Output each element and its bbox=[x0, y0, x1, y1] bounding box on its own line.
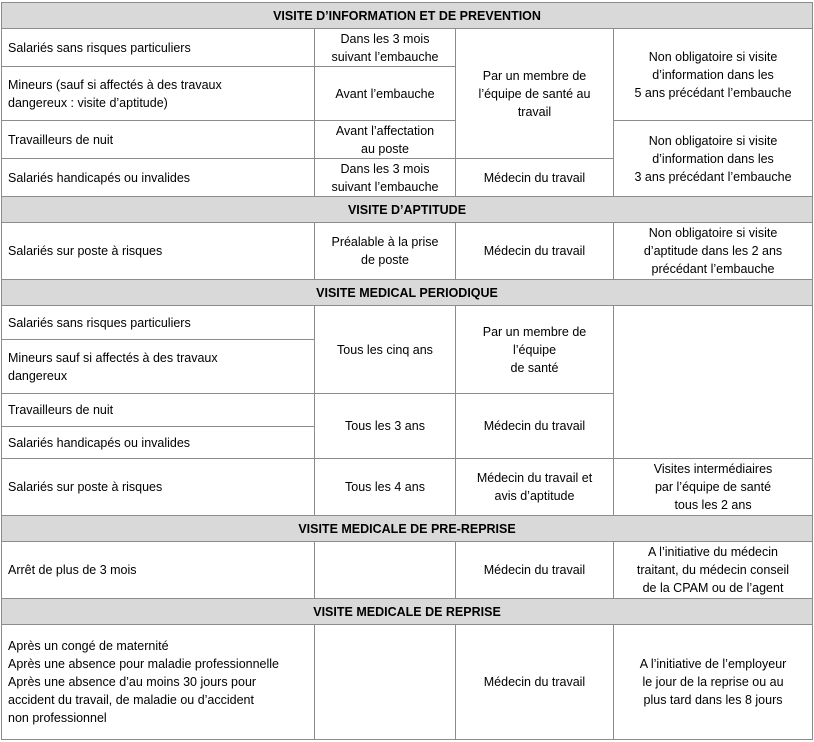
cell-info-r4-when: Dans les 3 mois suivant l’embauche bbox=[315, 159, 456, 197]
cell-info-r4-who: Salariés handicapés ou invalides bbox=[2, 159, 315, 197]
cell-periodic-r5-who: Salariés sur poste à risques bbox=[2, 459, 315, 516]
cell-info-r2-when: Avant l’embauche bbox=[315, 67, 456, 121]
cell-reprise-who: Après un congé de maternité Après une absence pour maladie professionnelle Après une absence d’au moins 30 jours pour accident du travail, de maladie ou d’accident non professionnel bbox=[2, 625, 315, 740]
cell-periodic-r2-who: Mineurs sauf si affectés à des travaux dangereux bbox=[2, 340, 315, 394]
cell-reprise-when-empty bbox=[315, 625, 456, 740]
cell-periodic-r5-when: Tous les 4 ans bbox=[315, 459, 456, 516]
cell-periodic-r4-who: Salariés handicapés ou invalides bbox=[2, 427, 315, 459]
cell-info-note-b: Non obligatoire si visite d’information dans les 3 ans précédant l’embauche bbox=[614, 121, 813, 197]
section-header-aptitude: VISITE D’APTITUDE bbox=[2, 197, 813, 223]
cell-info-by-team: Par un membre de l’équipe de santé au travail bbox=[456, 29, 614, 159]
section-header-periodic: VISITE MEDICAL PERIODIQUE bbox=[2, 280, 813, 306]
cell-periodic-r3-who: Travailleurs de nuit bbox=[2, 394, 315, 427]
cell-periodic-empty-note bbox=[614, 306, 813, 459]
cell-periodic-g1-by: Par un membre de l’équipe de santé bbox=[456, 306, 614, 394]
cell-periodic-r5-note: Visites intermédiaires par l’équipe de santé tous les 2 ans bbox=[614, 459, 813, 516]
medical-visits-table bbox=[1, 2, 813, 740]
cell-info-note-a: Non obligatoire si visite d’information dans les 5 ans précédant l’embauche bbox=[614, 29, 813, 121]
cell-prereprise-note: A l’initiative du médecin traitant, du médecin conseil de la CPAM ou de l’agent bbox=[614, 542, 813, 599]
cell-info-r1-when: Dans les 3 mois suivant l’embauche bbox=[315, 29, 456, 67]
cell-aptitude-when: Préalable à la prise de poste bbox=[315, 223, 456, 280]
cell-info-r1-who: Salariés sans risques particuliers bbox=[2, 29, 315, 67]
section-header-reprise: VISITE MEDICALE DE REPRISE bbox=[2, 599, 813, 625]
cell-info-r3-who: Travailleurs de nuit bbox=[2, 121, 315, 159]
cell-prereprise-who: Arrêt de plus de 3 mois bbox=[2, 542, 315, 599]
cell-aptitude-by: Médecin du travail bbox=[456, 223, 614, 280]
cell-periodic-r5-by: Médecin du travail et avis d’aptitude bbox=[456, 459, 614, 516]
section-header-information: VISITE D’INFORMATION ET DE PREVENTION bbox=[2, 3, 813, 29]
cell-reprise-note: A l’initiative de l’employeur le jour de la reprise ou au plus tard dans les 8 jours bbox=[614, 625, 813, 740]
cell-info-r2-who: Mineurs (sauf si affectés à des travaux dangereux : visite d’aptitude) bbox=[2, 67, 315, 121]
cell-info-by-doctor: Médecin du travail bbox=[456, 159, 614, 197]
cell-aptitude-note: Non obligatoire si visite d’aptitude dans les 2 ans précédant l’embauche bbox=[614, 223, 813, 280]
cell-periodic-g2-by: Médecin du travail bbox=[456, 394, 614, 459]
cell-prereprise-by: Médecin du travail bbox=[456, 542, 614, 599]
cell-reprise-by: Médecin du travail bbox=[456, 625, 614, 740]
cell-periodic-g1-when: Tous les cinq ans bbox=[315, 306, 456, 394]
cell-prereprise-when-empty bbox=[315, 542, 456, 599]
cell-periodic-g2-when: Tous les 3 ans bbox=[315, 394, 456, 459]
cell-aptitude-who: Salariés sur poste à risques bbox=[2, 223, 315, 280]
cell-info-r3-when: Avant l’affectation au poste bbox=[315, 121, 456, 159]
cell-periodic-r1-who: Salariés sans risques particuliers bbox=[2, 306, 315, 340]
section-header-prereprise: VISITE MEDICALE DE PRE-REPRISE bbox=[2, 516, 813, 542]
